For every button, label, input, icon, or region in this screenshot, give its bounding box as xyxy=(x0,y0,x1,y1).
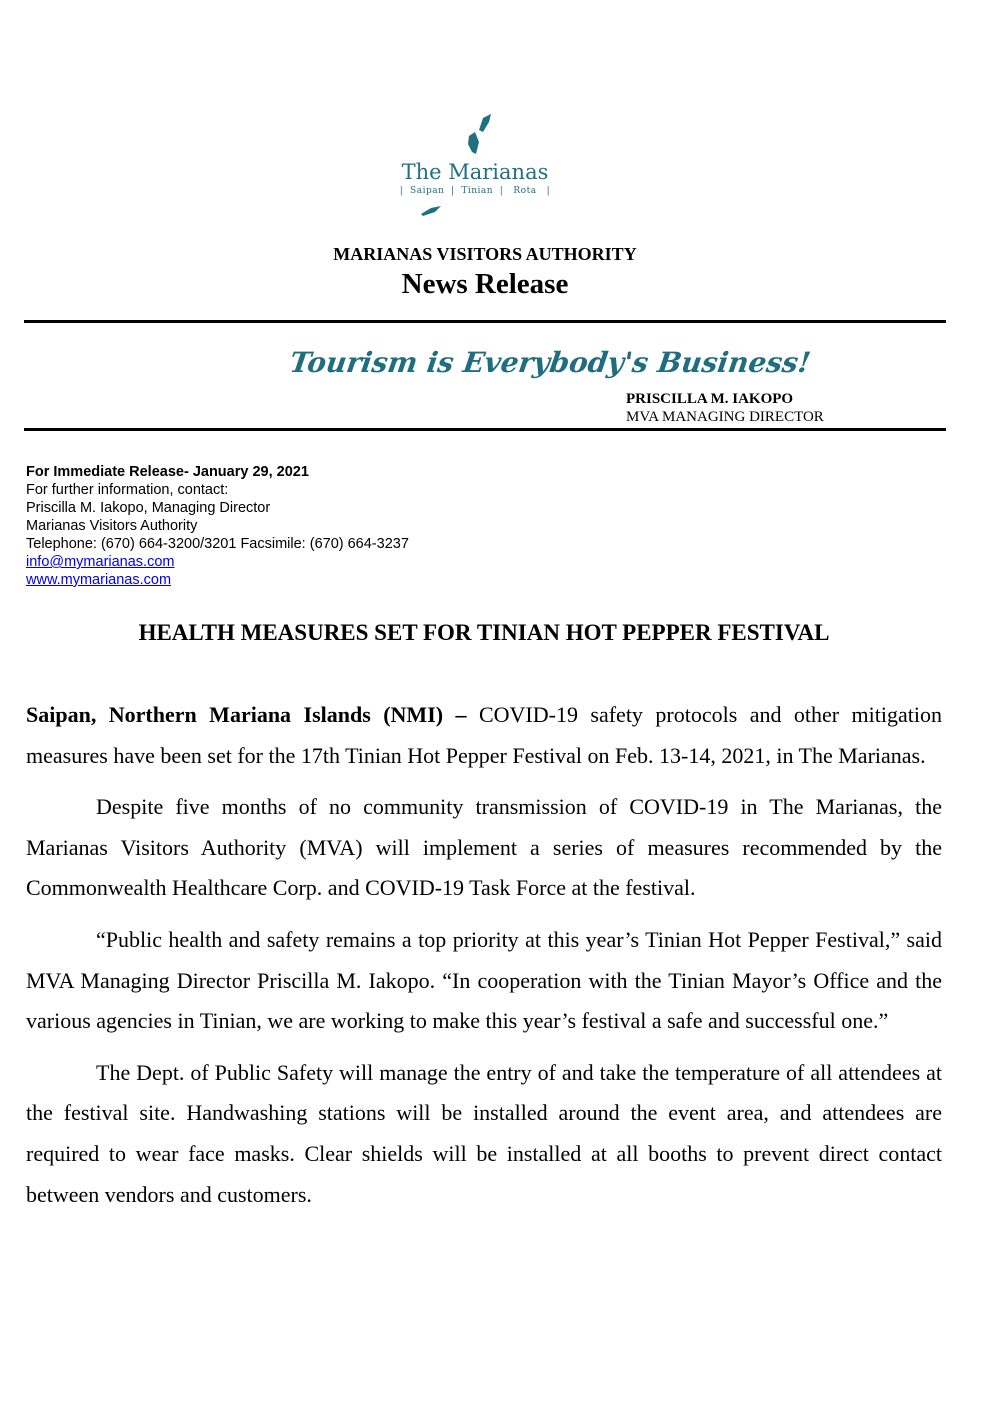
logo-subtitle: | Saipan | Tinian | Rota | xyxy=(399,186,551,196)
release-date: For Immediate Release- January 29, 2021 xyxy=(26,464,309,480)
contact-line: For further information, contact: xyxy=(26,482,229,498)
contact-line: Telephone: (670) 664-3200/3201 Facsimile: (670) 664-3237 xyxy=(26,536,409,552)
email-link[interactable]: info@mymarianas.com xyxy=(26,554,175,570)
contact-line: Priscilla M. Iakopo, Managing Director xyxy=(26,500,271,516)
article-body xyxy=(26,695,942,1226)
paragraph: Despite five months of no community transmission of COVID-19 in The Marianas, the Marianas Visitors Authority (MVA) will implement a series of measures recommended by the Commonwealth Healthcare Corp. and COVID-19 Task Force at the festival. xyxy=(26,794,942,901)
paragraph xyxy=(26,695,942,776)
headline: HEALTH MEASURES SET FOR TINIAN HOT PEPPER FESTIVAL xyxy=(138,620,830,645)
paragraph: “Public health and safety remains a top priority at this year’s Tinian Hot Pepper Festival,” said MVA Managing Director Priscilla M. Iakopo. “In cooperation with the Tinian Mayor’s Office and the various agencies in Tinian, we are working to make this year’s festival a safe and successful one.” xyxy=(26,926,942,1034)
marianas-logo xyxy=(395,110,565,222)
director-title: MVA MANAGING DIRECTOR xyxy=(626,409,824,425)
contact-line: Marianas Visitors Authority xyxy=(26,518,198,534)
tagline: Tourism is Everybody's Business! xyxy=(287,346,813,379)
doc-type: News Release xyxy=(401,268,569,300)
logo-title: The Marianas xyxy=(401,160,549,184)
contact-block xyxy=(26,463,409,589)
divider xyxy=(24,320,946,323)
website-link[interactable]: www.mymarianas.com xyxy=(26,572,172,588)
paragraph-text: COVID-19 safety protocols and other mitigation measures have been set for the 17th Tinian Hot Pepper Festival on Feb. 13-14, 2021, in The Marianas. xyxy=(26,702,942,768)
dateline: Saipan, Northern Mariana Islands (NMI) – xyxy=(26,702,467,727)
director-name: PRISCILLA M. IAKOPO xyxy=(626,391,794,407)
paragraph: The Dept. of Public Safety will manage the entry of and take the temperature of all attendees at the festival site. Handwashing stations will be installed around the event area, and attendees are required to wear face masks. Clear shields will be installed at all booths to prevent direct contact between vendors and customers. xyxy=(26,1059,942,1207)
divider xyxy=(24,428,946,431)
org-name: MARIANAS VISITORS AUTHORITY xyxy=(333,244,637,264)
